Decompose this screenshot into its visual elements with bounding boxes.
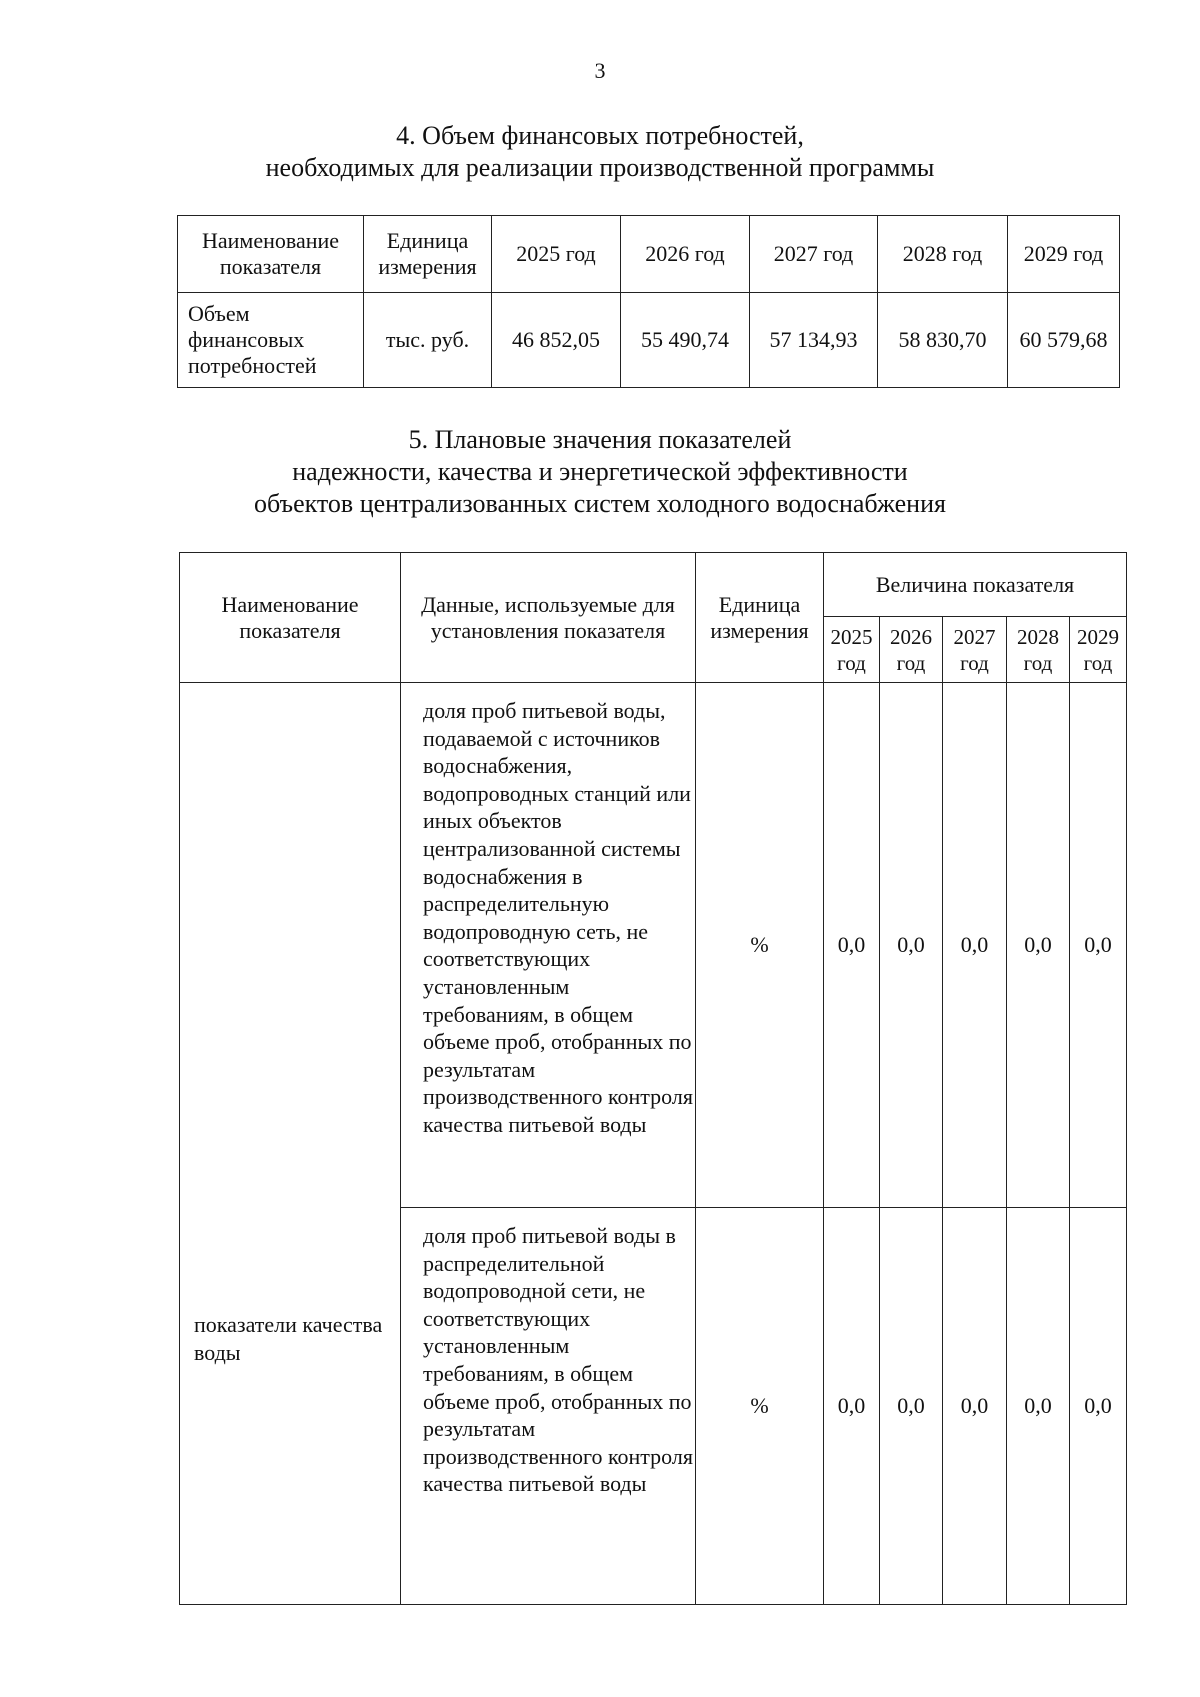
row-unit: тыс. руб. xyxy=(364,293,492,388)
value-2026: 0,0 xyxy=(880,683,943,1208)
value-2028: 0,0 xyxy=(1007,683,1070,1208)
value-2029: 60 579,68 xyxy=(1008,293,1120,388)
header-indicator-name: Наименование показателя xyxy=(178,216,364,293)
header-year-2029: 2029 год xyxy=(1008,216,1120,293)
section-4-title xyxy=(0,120,1200,184)
table-header-row xyxy=(178,216,1120,293)
header-year-2029 xyxy=(1070,617,1127,683)
header-year-word: год xyxy=(960,650,989,675)
value-2029: 0,0 xyxy=(1070,683,1127,1208)
row-unit: % xyxy=(696,1208,824,1605)
value-2028: 58 830,70 xyxy=(878,293,1008,388)
header-year-2027 xyxy=(943,617,1007,683)
header-year-2028 xyxy=(1007,617,1070,683)
value-2026: 0,0 xyxy=(880,1208,943,1605)
section-5-title-line-3: объектов централизованных систем холодного водоснабжения xyxy=(254,489,946,518)
section-5-title xyxy=(0,424,1200,520)
header-year-2025-number: 2025 xyxy=(830,624,873,649)
header-year-2025: 2025 год xyxy=(492,216,621,293)
header-year-word: год xyxy=(837,650,866,675)
value-2027: 0,0 xyxy=(943,683,1007,1208)
section-4-title-line-1: 4. Объем финансовых потребностей, xyxy=(396,121,804,150)
header-year-word: год xyxy=(1023,650,1053,675)
table-header-row xyxy=(180,553,1127,617)
row-description: доля проб питьевой воды, подаваемой с источников водоснабжения, водопроводных станций или иных объектов централизованной системы водоснабжения в распределительную водопроводную сеть, не соответствующих установленным требованиям, в общем объеме проб, отобранных по результатам производственного контроля качества питьевой воды xyxy=(401,683,696,1208)
page-number: 3 xyxy=(594,58,606,83)
table-row xyxy=(178,293,1120,388)
header-unit: Единица измерения xyxy=(696,553,824,683)
header-year-word: год xyxy=(1083,650,1113,675)
header-year-word: год xyxy=(896,650,926,675)
header-value-group: Величина показателя xyxy=(824,553,1127,617)
value-2026: 55 490,74 xyxy=(621,293,750,388)
financial-needs-table xyxy=(177,215,1120,388)
table-row xyxy=(180,683,1127,1208)
value-2025: 0,0 xyxy=(824,1208,880,1605)
row-indicator-name: Объем финансовых потребностей xyxy=(178,293,364,388)
value-2027: 57 134,93 xyxy=(750,293,878,388)
header-indicator-name: Наименование показателя xyxy=(180,553,401,683)
value-2029: 0,0 xyxy=(1070,1208,1127,1605)
header-year-2026: 2026 год xyxy=(621,216,750,293)
header-year-2028-number: 2028 xyxy=(1017,624,1059,649)
section-4-title-line-2: необходимых для реализации производственной программы xyxy=(265,153,935,182)
section-5-title-line-1: 5. Плановые значения показателей xyxy=(408,425,792,454)
header-data-used: Данные, используемые для установления показателя xyxy=(401,553,696,683)
header-year-2028: 2028 год xyxy=(878,216,1008,293)
header-year-2029-number: 2029 xyxy=(1077,624,1120,649)
row-indicator-name: показатели качества воды xyxy=(180,683,401,1605)
header-year-2027-number: 2027 xyxy=(953,624,996,649)
header-year-2026 xyxy=(880,617,943,683)
header-year-2026-number: 2026 xyxy=(890,624,932,649)
header-year-2025 xyxy=(824,617,880,683)
quality-indicators-table xyxy=(179,552,1127,1605)
row-description: доля проб питьевой воды в распределительной водопроводной сети, не соответствующих установленным требованиям, в общем объеме проб, отобранных по результатам производственного контроля качества питьевой воды xyxy=(401,1208,696,1605)
row-unit: % xyxy=(696,683,824,1208)
header-unit: Единица измерения xyxy=(364,216,492,293)
value-2025: 0,0 xyxy=(824,683,880,1208)
value-2028: 0,0 xyxy=(1007,1208,1070,1605)
header-year-2027: 2027 год xyxy=(750,216,878,293)
value-2027: 0,0 xyxy=(943,1208,1007,1605)
section-5-title-line-2: надежности, качества и энергетической эффективности xyxy=(292,457,908,486)
value-2025: 46 852,05 xyxy=(492,293,621,388)
